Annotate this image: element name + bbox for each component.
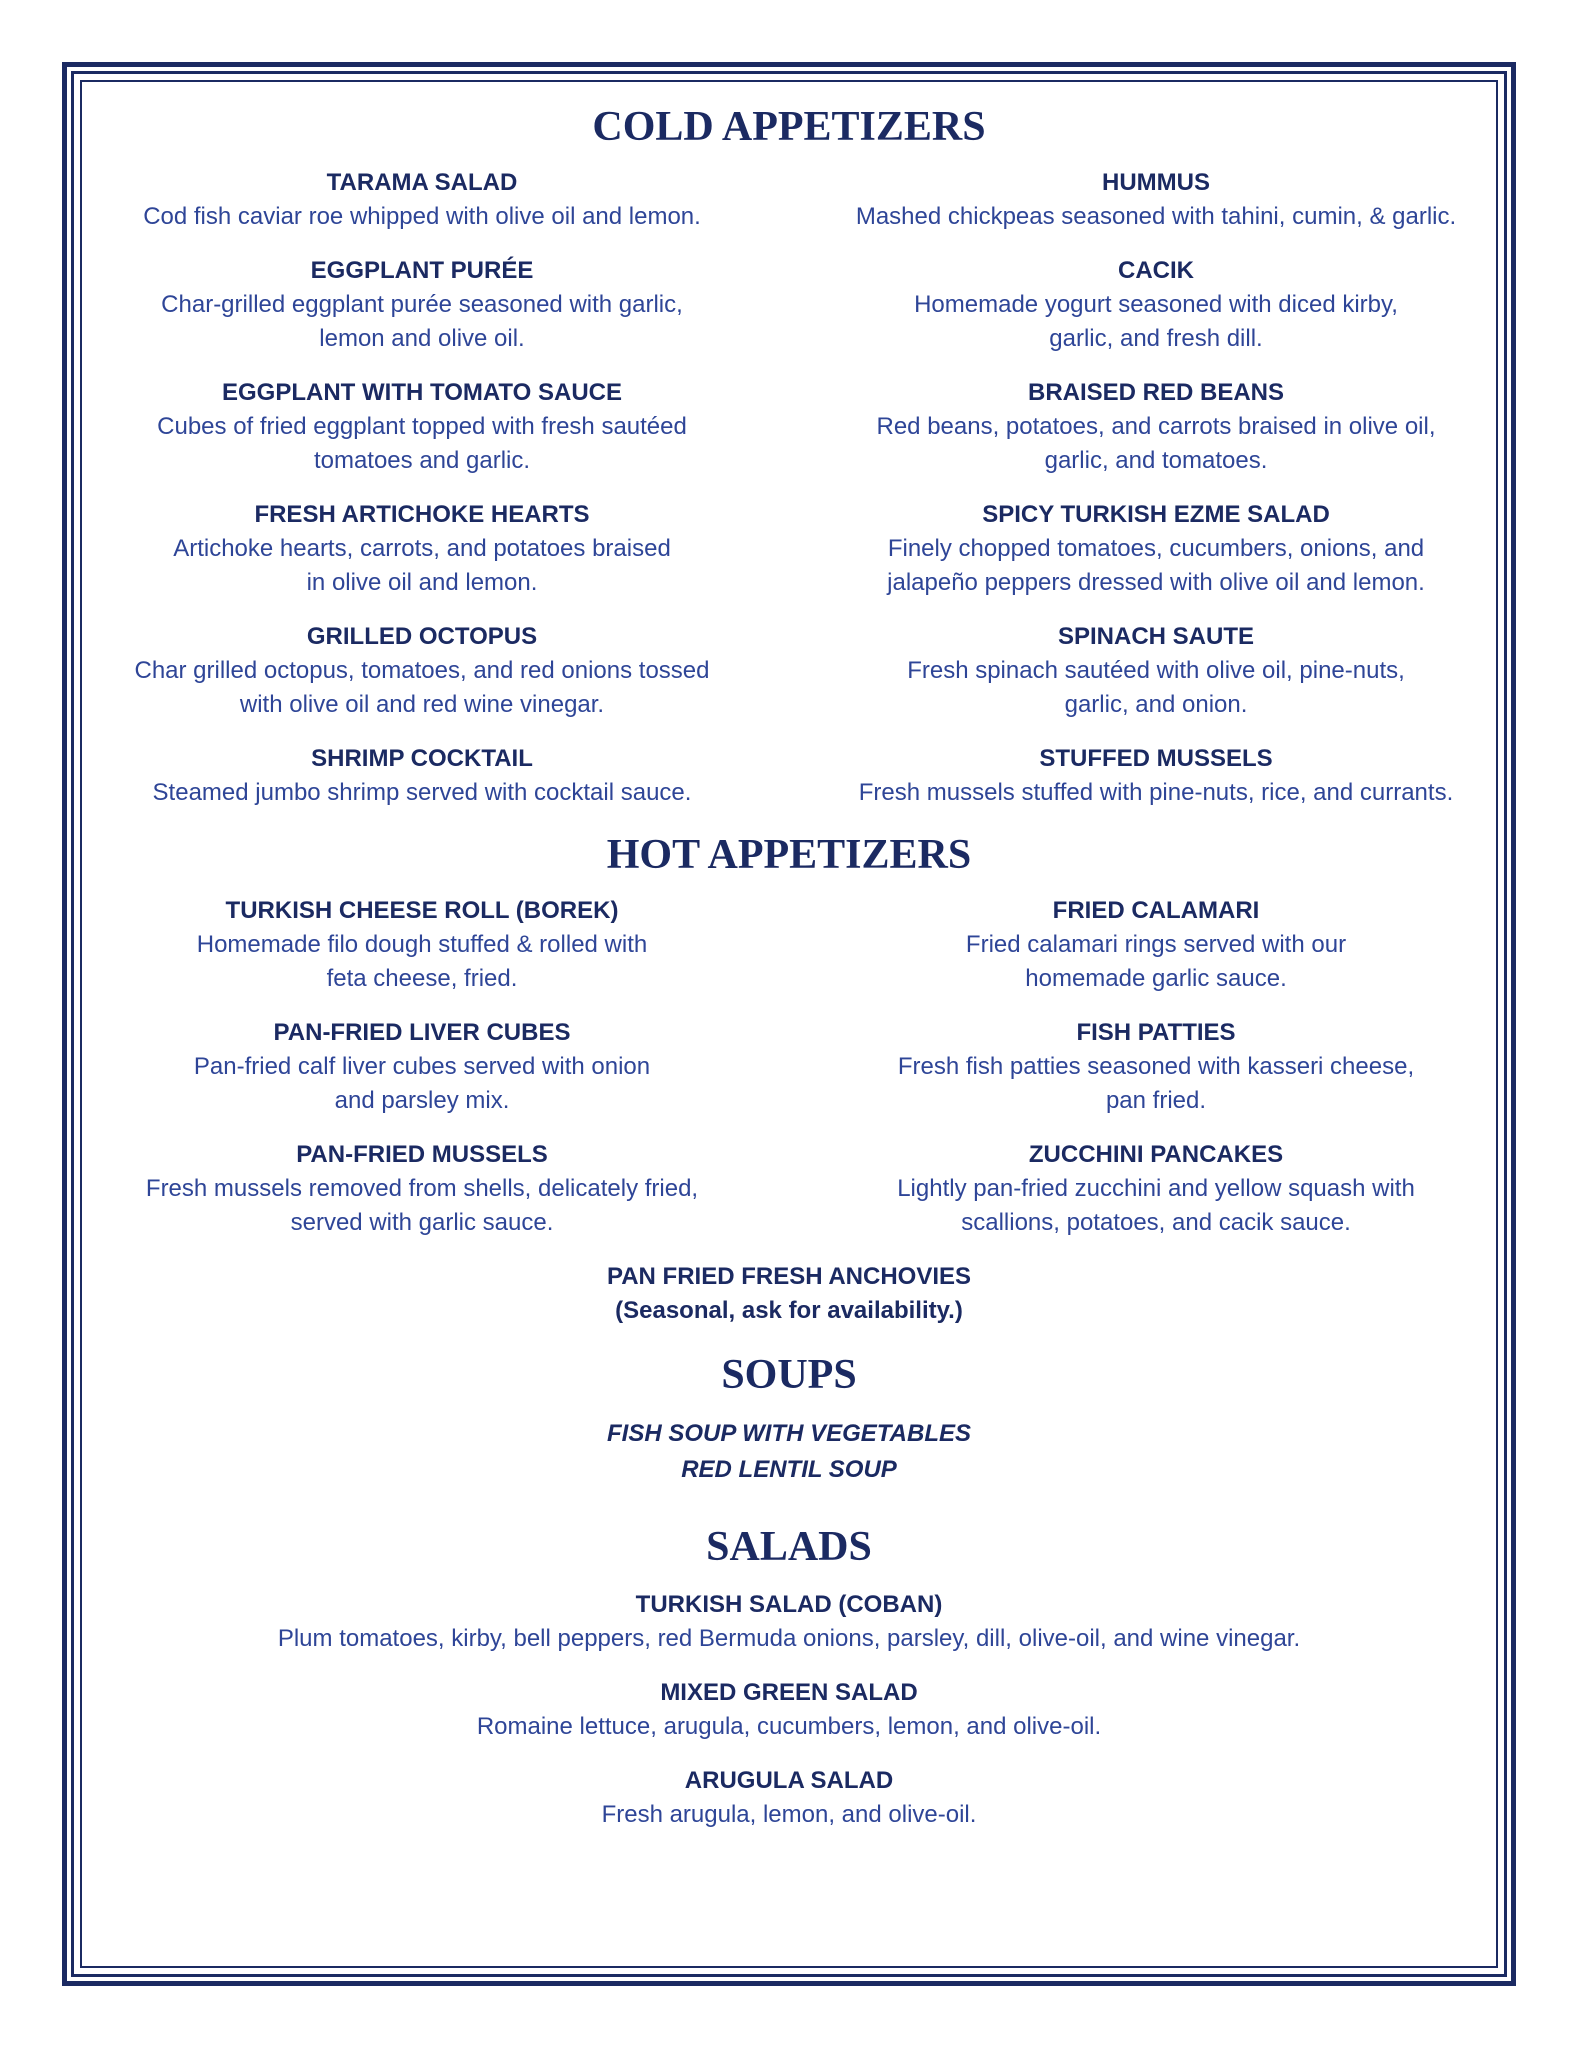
menu-item (82, 376, 762, 478)
item-description: Fresh arugula, lemon, and olive-oil. (601, 1801, 977, 1828)
menu-item (62, 1676, 1516, 1744)
menu-item (82, 1138, 762, 1240)
item-name: EGGPLANT PURÉE (310, 257, 534, 284)
menu-item (82, 1016, 762, 1118)
soup-item: FISH SOUP WITH VEGETABLES (606, 1420, 972, 1447)
item-name: STUFFED MUSSELS (1039, 745, 1273, 772)
item-description: Lightly pan-fried zucchini and yellow squash with scallions, potatoes, and cacik sauce. (897, 1175, 1415, 1236)
item-description: Char grilled octopus, tomatoes, and red onions tossed with olive oil and red wine vinegar. (134, 657, 710, 718)
hot-appetizers-heading: HOT APPETIZERS (606, 832, 972, 878)
item-description: Pan-fried calf liver cubes served with onion and parsley mix. (193, 1053, 651, 1114)
menu-item (816, 498, 1496, 600)
item-name: TURKISH SALAD (COBAN) (635, 1591, 943, 1618)
item-description: Red beans, potatoes, and carrots braised in olive oil, garlic, and tomatoes. (876, 413, 1436, 474)
menu-item (62, 1588, 1516, 1656)
item-name: PAN-FRIED MUSSELS (296, 1141, 548, 1168)
menu-item (82, 254, 762, 356)
menu-item (62, 1764, 1516, 1832)
item-name: TARAMA SALAD (326, 169, 518, 196)
menu-item (82, 742, 762, 810)
item-description: Cubes of fried eggplant topped with fresh sautéed tomatoes and garlic. (157, 413, 687, 474)
seasonal-special (62, 1260, 1516, 1328)
menu-item (816, 742, 1496, 810)
cold-appetizers-heading: COLD APPETIZERS (592, 104, 986, 150)
salads-heading: SALADS (706, 1524, 872, 1570)
item-description: Romaine lettuce, arugula, cucumbers, lemon, and olive-oil. (476, 1713, 1102, 1740)
salads-list (62, 1588, 1516, 1832)
hot-right-column (816, 894, 1496, 1260)
item-name: SPINACH SAUTE (1057, 623, 1255, 650)
item-description: Mashed chickpeas seasoned with tahini, cumin, & garlic. (855, 203, 1457, 230)
special-note: (Seasonal, ask for availability.) (615, 1297, 963, 1324)
item-name: CACIK (1118, 257, 1194, 284)
hot-appetizers-grid (62, 894, 1516, 1260)
menu-item (82, 166, 762, 234)
menu-item (82, 498, 762, 600)
item-description: Homemade yogurt seasoned with diced kirby, garlic, and fresh dill. (914, 291, 1398, 352)
item-name: PAN-FRIED LIVER CUBES (273, 1019, 571, 1046)
menu-item (816, 254, 1496, 356)
item-name: SPICY TURKISH EZME SALAD (982, 501, 1330, 528)
cold-appetizers-grid (62, 166, 1516, 830)
item-description: Homemade filo dough stuffed & rolled with feta cheese, fried. (196, 931, 648, 992)
special-name: PAN FRIED FRESH ANCHOVIES (606, 1263, 972, 1290)
menu-item (816, 166, 1496, 234)
menu-item (82, 620, 762, 722)
soups-heading: SOUPS (721, 1352, 857, 1398)
item-name: TURKISH CHEESE ROLL (BOREK) (225, 897, 619, 924)
item-description: Fresh mussels removed from shells, delicately fried, served with garlic sauce. (145, 1175, 699, 1236)
item-name: FRESH ARTICHOKE HEARTS (254, 501, 590, 528)
menu-item (816, 894, 1496, 996)
item-name: BRAISED RED BEANS (1027, 379, 1285, 406)
item-name: FISH PATTIES (1076, 1019, 1236, 1046)
item-name: MIXED GREEN SALAD (660, 1679, 918, 1706)
cold-left-column (82, 166, 762, 830)
item-description: Char-grilled eggplant purée seasoned with garlic, lemon and olive oil. (161, 291, 683, 352)
item-name: ARUGULA SALAD (684, 1767, 894, 1794)
item-name: GRILLED OCTOPUS (306, 623, 538, 650)
menu-item (816, 1016, 1496, 1118)
menu-content (62, 62, 1516, 1852)
item-name: FRIED CALAMARI (1052, 897, 1260, 924)
hot-left-column (82, 894, 762, 1260)
item-description: Artichoke hearts, carrots, and potatoes braised in olive oil and lemon. (173, 535, 671, 596)
item-description: Fresh spinach sautéed with olive oil, pine-nuts, garlic, and onion. (907, 657, 1405, 718)
soup-item: RED LENTIL SOUP (681, 1456, 897, 1483)
menu-item (816, 376, 1496, 478)
item-name: SHRIMP COCKTAIL (311, 745, 533, 772)
item-name: EGGPLANT WITH TOMATO SAUCE (222, 379, 622, 406)
item-name: ZUCCHINI PANCAKES (1028, 1141, 1284, 1168)
item-description: Fresh mussels stuffed with pine-nuts, rice, and currants. (858, 779, 1454, 806)
cold-right-column (816, 166, 1496, 830)
item-description: Cod fish caviar roe whipped with olive oil and lemon. (143, 203, 701, 230)
soups-list (62, 1416, 1516, 1488)
item-name: HUMMUS (1102, 169, 1210, 196)
item-description: Finely chopped tomatoes, cucumbers, onions, and jalapeño peppers dressed with olive oil and lemon. (887, 535, 1425, 596)
menu-item (816, 620, 1496, 722)
item-description: Plum tomatoes, kirby, bell peppers, red Bermuda onions, parsley, dill, olive-oil, and wine vinegar. (277, 1625, 1301, 1652)
item-description: Fried calamari rings served with our homemade garlic sauce. (965, 931, 1347, 992)
item-description: Fresh fish patties seasoned with kasseri cheese, pan fried. (897, 1053, 1415, 1114)
item-description: Steamed jumbo shrimp served with cocktail sauce. (152, 779, 692, 806)
menu-item (816, 1138, 1496, 1240)
menu-item (82, 894, 762, 996)
